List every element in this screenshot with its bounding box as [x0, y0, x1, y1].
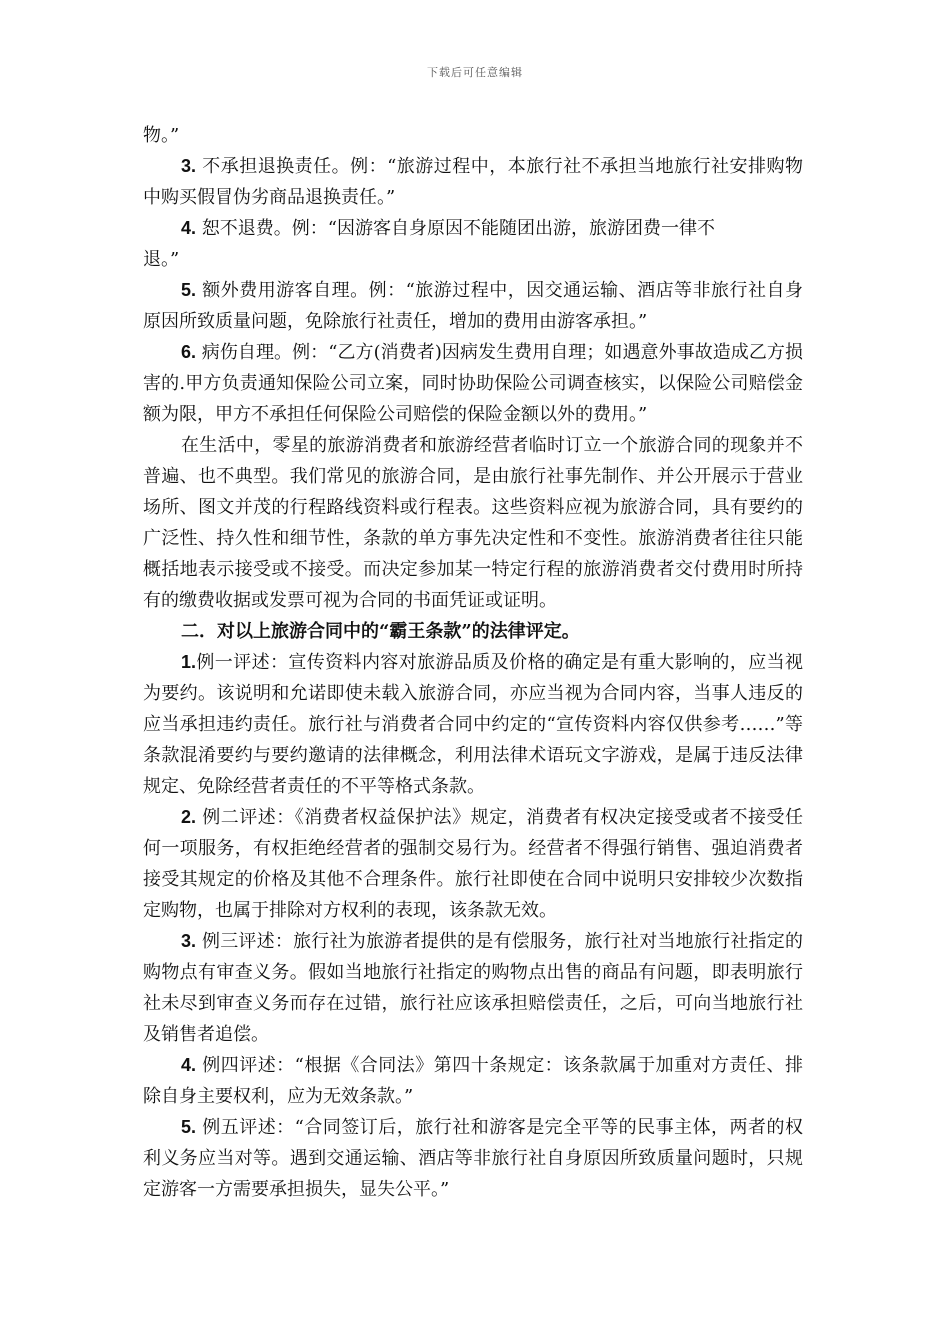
item-5 — [143, 275, 803, 337]
review-number: 2. — [181, 807, 197, 827]
section-heading: 二．对以上旅游合同中的“霸王条款”的法律评定。 — [181, 621, 580, 642]
item-number: 4. — [181, 218, 197, 238]
item-4 — [143, 213, 803, 275]
item-text: 额外费用游客自理。例：“旅游过程中，因交通运输、酒店等非旅行社自身原因所致质量问题，免除旅行社责任，增加的费用由游客承担。” — [143, 280, 803, 332]
item-text-continued: 退。” — [143, 249, 180, 270]
review-5 — [143, 1112, 803, 1205]
review-number: 4. — [181, 1055, 197, 1075]
review-4 — [143, 1050, 803, 1112]
item-text: 恕不退费。例：“因游客自身原因不能随团出游，旅游团费一律不 — [201, 218, 715, 239]
review-number: 1. — [181, 652, 197, 672]
body-paragraph: 在生活中，零星的旅游消费者和旅游经营者临时订立一个旅游合同的现象并不普遍、也不典型。我们常见的旅游合同，是由旅行社事先制作、并公开展示于营业场所、图文并茂的行程路线资料或行程表。这些资料应视为旅游合同，具有要约的广泛性、持久性和细节性，条款的单方事先决定性和不变性。旅游消费者往往只能概括地表示接受或不接受。而决定参加某一特定行程的旅游消费者交付费用时所持有的缴费收据或发票可视为合同的书面凭证或证明。 — [143, 435, 803, 611]
review-text: 例二评述：《消费者权益保护法》规定，消费者有权决定接受或者不接受任何一项服务，有权拒绝经营者的强制交易行为。经营者不得强行销售、强迫消费者接受其规定的价格及其他不合理条件。旅行社即使在合同中说明只安排较少次数指定购物，也属于排除对方权利的表现，该条款无效。 — [143, 807, 803, 921]
item-6 — [143, 337, 803, 430]
review-2 — [143, 802, 803, 926]
review-text: 例五评述：“合同签订后，旅行社和游客是完全平等的民事主体，两者的权利义务应当对等。遇到交通运输、酒店等非旅行社自身原因所致质量问题时，只规定游客一方需要承担损失，显失公平。” — [143, 1117, 803, 1200]
review-3 — [143, 926, 803, 1050]
review-number: 5. — [181, 1117, 197, 1137]
item-4-first-line — [181, 218, 715, 239]
document-body — [143, 120, 803, 1205]
review-1 — [143, 647, 803, 802]
item-number: 3. — [181, 156, 197, 176]
item-number: 6. — [181, 342, 197, 362]
review-text: 例四评述：“根据《合同法》第四十条规定：该条款属于加重对方责任、排除自身主要权利，应为无效条款。” — [143, 1055, 803, 1107]
page-header: 下载后可任意编辑 — [427, 66, 523, 79]
review-text: 例三评述：旅行社为旅游者提供的是有偿服务，旅行社对当地旅行社指定的购物点有审查义务。假如当地旅行社指定的购物点出售的商品有问题，即表明旅行社未尽到审查义务而存在过错，旅行社应该承担赔偿责任，之后，可向当地旅行社及销售者追偿。 — [143, 931, 803, 1045]
item-3 — [143, 151, 803, 213]
item-text: 病伤自理。例：“乙方(消费者)因病发生费用自理；如遇意外事故造成乙方损害的.甲方负责通知保险公司立案，同时协助保险公司调查核实，以保险公司赔偿金额为限，甲方不承担任何保险公司赔偿的保险金额以外的费用。” — [143, 342, 803, 425]
review-number: 3. — [181, 931, 197, 951]
item-text: 不承担退换责任。例：“旅游过程中，本旅行社不承担当地旅行社安排购物中购买假冒伪劣商品退换责任。” — [143, 156, 803, 208]
item-number: 5. — [181, 280, 197, 300]
review-text: 例一评述：宣传资料内容对旅游品质及价格的确定是有重大影响的，应当视为要约。该说明和允诺即使未载入旅游合同，亦应当视为合同内容，当事人违反的应当承担违约责任。旅行社与消费者合同中约定的“宣传资料内容仅供参考……”等条款混淆要约与要约邀请的法律概念，利用法律术语玩文字游戏，是属于违反法律规定、免除经营者责任的不平等格式条款。 — [143, 652, 803, 797]
top-fragment: 物。” — [143, 125, 180, 146]
